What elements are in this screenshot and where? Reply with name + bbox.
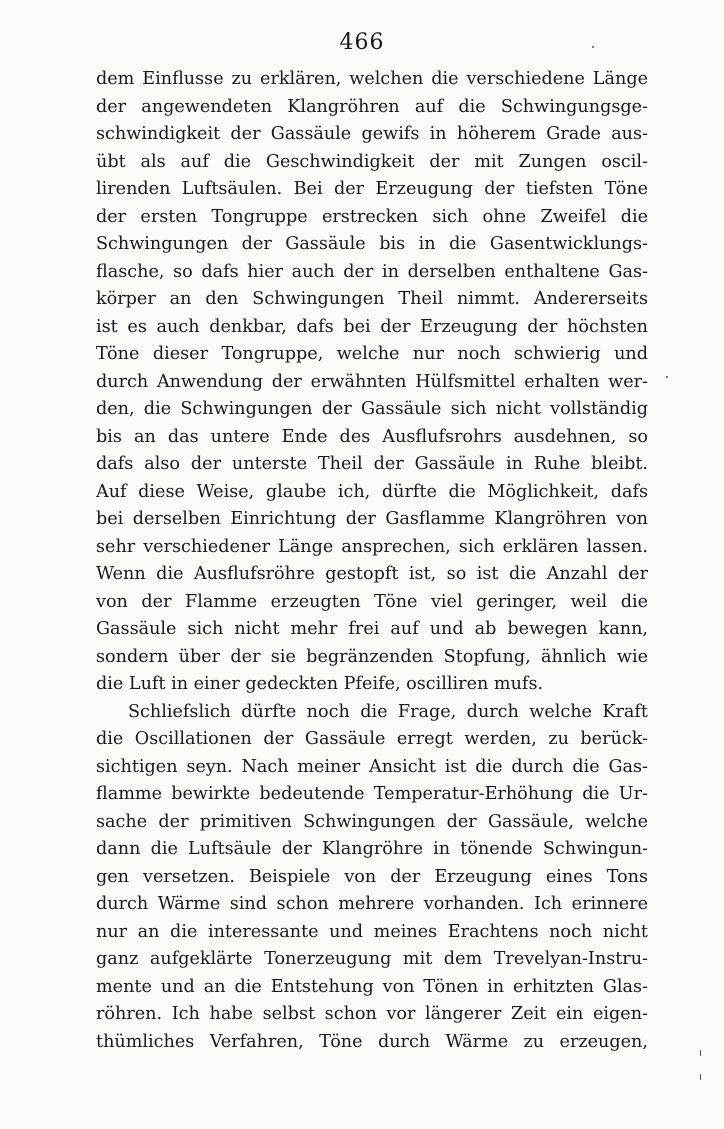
ink-speck bbox=[700, 1050, 701, 1056]
text-line: durch Anwendung der erwähnten Hülfsmittel erhalten wer- bbox=[96, 371, 648, 392]
text-line: den, die Schwingungen der Gassäule sich nicht vollständig bbox=[96, 399, 648, 419]
ink-speck bbox=[666, 376, 668, 378]
text-line: der ersten Tongruppe erstrecken sich ohne Zweifel die bbox=[96, 206, 648, 227]
text-line: sichtigen seyn. Nach meiner Ansicht ist die durch die Gas- bbox=[96, 756, 648, 777]
text-line: thümliches Verfahren, Töne durch Wärme zu erzeugen, bbox=[96, 1031, 648, 1052]
text-line: flamme bewirkte bedeutende Temperatur-Erhöhung die Ur- bbox=[96, 784, 648, 804]
text-line: dafs also der unterste Theil der Gassäule in Ruhe bleibt. bbox=[96, 454, 648, 474]
text-line: Auf diese Weise, glaube ich, dürfte die Möglichkeit, dafs bbox=[96, 481, 648, 502]
text-line: körper an den Schwingungen Theil nimmt. Andererseits bbox=[96, 289, 648, 309]
text-line: die Luft in einer gedeckten Pfeife, oscilliren mufs. bbox=[96, 674, 544, 694]
text-line: lirenden Luftsäulen. Bei der Erzeugung der tiefsten Töne bbox=[96, 179, 648, 199]
ink-speck bbox=[592, 46, 594, 48]
text-line: dann die Luftsäule der Klangröhre in tönende Schwingun- bbox=[96, 839, 648, 859]
text-line: Gassäule sich nicht mehr frei auf und ab bewegen kann, bbox=[96, 619, 648, 639]
text-line: von der Flamme erzeugten Töne viel geringer, weil die bbox=[96, 591, 648, 612]
text-line: sache der primitiven Schwingungen der Gassäule, welche bbox=[96, 811, 648, 832]
text-line: ganz aufgeklärte Tonerzeugung mit dem Trevelyan-Instru- bbox=[96, 949, 648, 969]
text-line: schwindigkeit der Gassäule gewifs in höherem Grade aus- bbox=[96, 124, 648, 144]
text-line: dem Einflusse zu erklären, welchen die verschiedene Länge bbox=[96, 69, 648, 89]
text-line: der angewendeten Klangröhren auf die Schwingungsge- bbox=[96, 96, 648, 117]
text-line: ist es auch denkbar, dafs bei der Erzeugung der höchsten bbox=[96, 316, 648, 337]
text-line: sehr verschiedener Länge ansprechen, sich erklären lassen. bbox=[96, 536, 648, 557]
text-line: Schwingungen der Gassäule bis in die Gasentwicklungs- bbox=[96, 234, 648, 254]
text-line: übt als auf die Geschwindigkeit der mit Zungen oscil- bbox=[96, 151, 648, 172]
text-line: bei derselben Einrichtung der Gasflamme Klangröhren von bbox=[96, 509, 648, 529]
text-line: nur an die interessante und meines Erachtens noch nicht bbox=[96, 921, 648, 942]
body-text bbox=[96, 66, 648, 1056]
text-line: die Oscillationen der Gassäule erregt werden, zu berück- bbox=[96, 729, 648, 749]
text-line: Wenn die Ausflufsröhre gestopft ist, so ist die Anzahl der bbox=[96, 564, 648, 584]
page-number: 466 bbox=[339, 30, 385, 55]
text-line: röhren. Ich habe selbst schon vor längerer Zeit ein eigen- bbox=[96, 1004, 648, 1024]
text-line: mente und an die Entstehung von Tönen in erhitzten Glas- bbox=[96, 976, 648, 997]
text-line: sondern über der sie begränzenden Stopfung, ähnlich wie bbox=[96, 646, 648, 667]
ink-speck bbox=[700, 1074, 701, 1080]
text-line: gen versetzen. Beispiele von der Erzeugung eines Tons bbox=[96, 866, 648, 887]
text-line: flasche, so dafs hier auch der in derselben enthaltene Gas- bbox=[96, 261, 648, 282]
text-line: durch Wärme sind schon mehrere vorhanden. Ich erinnere bbox=[96, 894, 648, 914]
text-line: Töne dieser Tongruppe, welche nur noch schwierig und bbox=[96, 344, 648, 364]
text-line: bis an das untere Ende des Ausflufsrohrs ausdehnen, so bbox=[96, 426, 648, 447]
paragraph-start-line: Schliefslich dürfte noch die Frage, durch welche Kraft bbox=[128, 701, 648, 722]
